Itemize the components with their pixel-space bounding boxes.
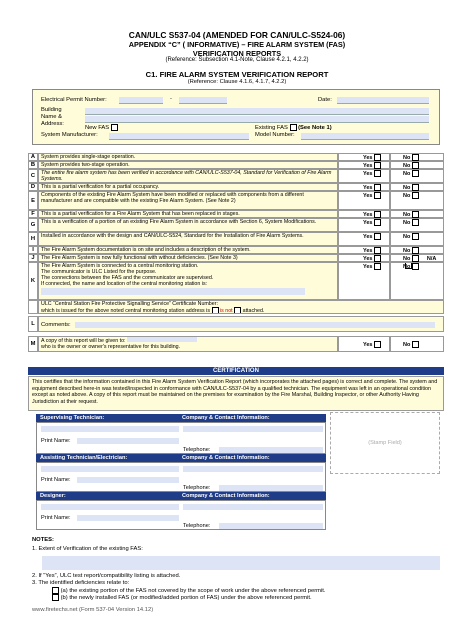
yes-cell	[338, 336, 390, 352]
no-cell	[390, 191, 444, 210]
table-row	[28, 254, 444, 262]
comments-field[interactable]	[75, 322, 435, 328]
supervising-print-name-field[interactable]	[77, 438, 179, 444]
form-title: CAN/ULC S537-04 (AMENDED FOR CAN/ULC-S524-06)	[128, 30, 346, 40]
yes-cell	[338, 169, 390, 183]
table-row	[28, 232, 444, 246]
name-label: Name &	[41, 114, 62, 120]
designer-label: Designer:	[40, 493, 66, 499]
yes-checkbox[interactable]	[374, 184, 381, 191]
row-letter-blank	[28, 300, 38, 314]
building-label: Building	[41, 107, 62, 113]
table-row	[28, 336, 444, 352]
yes-cell	[338, 161, 390, 169]
assisting-box	[36, 462, 326, 492]
row-text: This is a partial verification for a partial occupancy.	[38, 183, 338, 191]
no-cell	[390, 169, 444, 183]
no-checkbox[interactable]	[412, 233, 419, 240]
row-text: Components of the existing Fire Alarm System have been modified or replaced with components from a different manufacturer and are compatible with the existing Fire Alarm System. (See Note 2)	[38, 191, 338, 210]
company-label: Company & Contact Information:	[182, 415, 270, 421]
row-m-text	[38, 336, 338, 352]
row-m-line1	[41, 337, 335, 344]
yes-checkbox[interactable]	[374, 263, 381, 270]
yes-label: Yes	[363, 170, 373, 177]
no-label: No	[403, 264, 411, 270]
form-reference: (Reference: Subsection 4.1-Note, Clause 4.2.1, 4.2.2)	[165, 57, 309, 63]
na-label: N/A	[426, 255, 437, 262]
yes-label: Yes	[363, 342, 373, 348]
ulc-cert-text	[38, 300, 444, 314]
yes-cell	[338, 218, 390, 232]
is-not-checkbox[interactable]	[234, 307, 241, 314]
assisting-print-name-field[interactable]	[77, 477, 179, 483]
note-3b: (b) the newly installed FAS (or modified/added portion of FAS) under the above referenced permit.	[60, 595, 312, 602]
permit-dash: -	[170, 96, 172, 102]
designer-telephone-field[interactable]	[219, 523, 323, 529]
no-cell	[390, 210, 444, 218]
footer: www.firetechs.net (Form 537-04 Version 14.12)	[32, 607, 154, 613]
print-name-label: Print Name:	[41, 438, 71, 444]
row-letter: C	[28, 169, 38, 183]
no-cell	[390, 246, 444, 254]
yes-label: Yes	[363, 264, 373, 270]
yes-checkbox[interactable]	[374, 219, 381, 226]
yes-cell	[338, 191, 390, 210]
row-text: The Fire Alarm System is connected to a central monitoring station.	[41, 263, 199, 269]
existing-fas-label: Existing FAS	[255, 125, 288, 132]
see-note-1: (See Note 1)	[298, 125, 332, 132]
designer-company-field[interactable]	[183, 504, 323, 510]
no-checkbox[interactable]	[412, 192, 419, 199]
no-label: No	[403, 233, 411, 240]
date-field[interactable]	[337, 97, 429, 104]
date-label: Date:	[318, 97, 332, 103]
row-k-text	[38, 262, 338, 300]
new-fas-group	[85, 124, 118, 131]
comments-label: Comments:	[41, 322, 71, 328]
no-checkbox[interactable]	[412, 247, 419, 254]
yes-label: Yes	[363, 219, 373, 226]
yes-checkbox[interactable]	[374, 162, 381, 169]
no-label: No	[403, 255, 411, 262]
yes-label: Yes	[363, 211, 373, 218]
section-title: C1. FIRE ALARM SYSTEM VERIFICATION REPORT	[145, 70, 329, 79]
no-label: No	[403, 247, 411, 254]
no-label: No	[403, 154, 411, 161]
note-3: 3. The identified deficiencies relate to:	[32, 580, 130, 586]
manufacturer-label: System Manufacturer:	[41, 132, 98, 138]
designer-signature-field[interactable]	[41, 504, 179, 510]
yes-checkbox[interactable]	[374, 255, 381, 262]
note-3a-checkbox[interactable]	[52, 587, 59, 594]
yes-cell	[338, 262, 390, 300]
assisting-label: Assisting Technician/Electrician:	[40, 455, 128, 461]
designer-header	[36, 492, 326, 500]
yes-checkbox[interactable]	[374, 192, 381, 199]
supervising-company-field[interactable]	[183, 426, 323, 432]
no-cell	[390, 254, 444, 262]
yes-checkbox[interactable]	[374, 233, 381, 240]
new-fas-label: New FAS	[85, 125, 110, 132]
no-cell	[390, 183, 444, 191]
yes-checkbox[interactable]	[374, 154, 381, 161]
row-text: The entire fire alarm system has been verified in accordance with CAN/ULC-S537-04, Standard for Verification of Fire Alarm Systems.	[38, 169, 338, 183]
yes-checkbox[interactable]	[374, 341, 381, 348]
row-text: System provides two-stage operation.	[38, 161, 338, 169]
row-letter: A	[28, 153, 38, 161]
no-cell	[390, 153, 444, 161]
row-text: This is a verification of a portion of an existing Fire Alarm System in accordance with Section 6, System Modifications.	[38, 218, 338, 232]
yes-checkbox[interactable]	[374, 170, 381, 177]
supervising-signature-field[interactable]	[41, 426, 179, 432]
row-text-2: who is the owner or owner's representative for this building.	[41, 344, 181, 350]
table-row	[28, 246, 444, 254]
existing-fas-group	[255, 124, 332, 131]
no-label: No	[403, 184, 411, 191]
table-row	[28, 153, 444, 161]
table-row	[28, 183, 444, 191]
ulc-listed-text: which is issued for the above noted central monitoring station address is	[41, 307, 211, 314]
building-address-field[interactable]	[85, 116, 429, 123]
table-row	[28, 169, 444, 183]
report-recipient-field[interactable]	[127, 337, 197, 342]
row-text: The Fire Alarm System documentation is on site and includes a description of the system.	[38, 246, 338, 254]
row-letter: E	[28, 191, 38, 210]
model-label: Model Number:	[255, 132, 295, 138]
permit-field-2[interactable]	[179, 97, 227, 104]
certification-text: This certifies that the information contained in this Fire Alarm System Verification Report (which incorporates the attached pages) is correct and complete. The system and equipment described here-in was tested/inspected in conformance with CAN/ULC-S537-04 by a qualified technician. The equipment was left in an operational condition except as noted above. A copy of this report must be maintained on the premises for examination by the Fire Marshal, Building Inspector, or other Authority Having Jurisdiction at their request.	[28, 376, 444, 411]
no-checkbox[interactable]	[412, 255, 419, 262]
yes-cell	[338, 153, 390, 161]
company-label: Company & Contact Information:	[182, 493, 270, 499]
supervising-label: Supervising Technician:	[40, 415, 105, 421]
note-3a: (a) the existing portion of the FAS not covered by the scope of work under the above referenced permit.	[60, 588, 326, 595]
no-cell	[390, 161, 444, 169]
no-label: No	[403, 219, 411, 226]
is-not-text: is not	[219, 307, 233, 314]
yes-label: Yes	[363, 255, 373, 262]
assisting-signature-field[interactable]	[41, 466, 179, 472]
row-letter: H	[28, 232, 38, 246]
manufacturer-field[interactable]	[109, 133, 249, 140]
no-label: No	[403, 170, 411, 177]
yes-cell	[338, 246, 390, 254]
note-1: 1. Extent of Verification of the existing FAS:	[32, 546, 143, 552]
new-fas-checkbox[interactable]	[111, 124, 118, 131]
supervising-telephone-field[interactable]	[219, 447, 323, 453]
building-info-panel	[32, 89, 440, 145]
existing-fas-checkbox[interactable]	[290, 124, 297, 131]
table-row	[28, 218, 444, 232]
no-label: No	[403, 342, 411, 348]
note-3b-checkbox[interactable]	[52, 594, 59, 601]
note-2: 2. If “Yes”, ULC test report/compatibility listing is attached.	[32, 573, 181, 579]
yes-cell	[338, 210, 390, 218]
yes-cell	[338, 232, 390, 246]
form-subtitle: VERIFICATION REPORTS	[192, 49, 282, 58]
yes-label: Yes	[363, 154, 373, 161]
assisting-header	[36, 454, 326, 462]
table-row	[28, 210, 444, 218]
row-text: Installed in accordance with the design and CAN/ULC-S524, Standard for the Installation of Fire Alarm Systems.	[38, 232, 338, 246]
no-checkbox[interactable]	[412, 154, 419, 161]
permit-label: Electrical Permit Number:	[41, 97, 107, 103]
permit-field-1[interactable]	[119, 97, 163, 104]
no-checkbox[interactable]	[412, 263, 419, 270]
table-row	[28, 191, 444, 210]
row-letter-l: L	[28, 316, 38, 332]
certification-header: CERTIFICATION	[28, 367, 444, 375]
no-cell	[390, 232, 444, 246]
table-row-ulc	[28, 300, 444, 314]
designer-print-name-field[interactable]	[77, 515, 179, 521]
yes-label: Yes	[363, 247, 373, 254]
extent-of-verification-field[interactable]	[42, 556, 440, 570]
supervising-box	[36, 422, 326, 454]
row-letter: K	[28, 262, 38, 300]
no-cell	[390, 262, 444, 300]
no-cell	[390, 336, 444, 352]
k-line-1: The communicator is ULC Listed for the purpose.	[41, 269, 157, 275]
telephone-label: Telephone:	[183, 485, 211, 491]
yes-label: Yes	[363, 184, 373, 191]
table-row-comments	[28, 316, 444, 332]
row-text: A copy of this report will be given to:	[41, 338, 126, 344]
section-reference: (Reference: Clause 4.1.6, 4.1.7, 4.2.2)	[187, 79, 287, 85]
note-3a-line	[52, 587, 326, 594]
yes-label: Yes	[363, 162, 373, 169]
ulc-cert-label: ULC “Central Station Fire Protective Signalling Service” Certificate Number:	[41, 301, 218, 307]
row-text: System provides single-stage operation.	[38, 153, 338, 161]
k-line-3: If connected, the name and location of the central monitoring station is:	[41, 281, 208, 287]
yes-cell	[338, 254, 390, 262]
no-checkbox[interactable]	[412, 219, 419, 226]
no-label: No	[403, 211, 411, 218]
k-line-2: The connections between the FAS and the communicator are supervised.	[41, 275, 214, 281]
print-name-label: Print Name:	[41, 515, 71, 521]
no-checkbox[interactable]	[412, 211, 419, 218]
print-name-label: Print Name:	[41, 477, 71, 483]
row-letter: J	[28, 254, 38, 262]
no-checkbox[interactable]	[412, 170, 419, 177]
assisting-company-field[interactable]	[183, 466, 323, 472]
appendix-title: APPENDIX “C” ( INFORMATIVE) – FIRE ALARM SYSTEM (FAS)	[128, 40, 346, 49]
row-letter: I	[28, 246, 38, 254]
row-letter: M	[28, 336, 38, 352]
no-checkbox[interactable]	[412, 184, 419, 191]
designer-box	[36, 500, 326, 530]
telephone-label: Telephone:	[183, 523, 211, 529]
yes-cell	[338, 183, 390, 191]
model-field[interactable]	[301, 133, 429, 140]
notes-title: NOTES:	[32, 537, 54, 543]
assisting-telephone-field[interactable]	[219, 485, 323, 491]
monitoring-station-field[interactable]	[41, 288, 305, 295]
address-label: Address:	[41, 121, 64, 127]
no-checkbox[interactable]	[412, 341, 419, 348]
table-row	[28, 262, 444, 300]
yes-checkbox[interactable]	[374, 247, 381, 254]
stamp-field[interactable]: (Stamp Field)	[330, 412, 440, 474]
row-letter: D	[28, 183, 38, 191]
no-checkbox[interactable]	[412, 162, 419, 169]
yes-label: Yes	[363, 233, 373, 240]
yes-checkbox[interactable]	[374, 211, 381, 218]
no-label: No	[403, 162, 411, 169]
comments-cell	[38, 316, 444, 332]
row-text: The Fire Alarm System is now fully functional with without deficiencies. (See Note 3)	[38, 254, 338, 262]
table-row	[28, 161, 444, 169]
no-cell	[390, 218, 444, 232]
ulc-listed-line	[41, 307, 441, 314]
attached-text: attached.	[242, 307, 265, 314]
company-label: Company & Contact Information:	[182, 455, 270, 461]
row-text: This is a partial verification for a Fire Alarm System that has been replaced in stages.	[38, 210, 338, 218]
row-letter: G	[28, 218, 38, 232]
no-label: No	[403, 192, 411, 199]
row-letter: F	[28, 210, 38, 218]
yes-label: Yes	[363, 192, 373, 199]
note-3b-line	[52, 594, 312, 601]
telephone-label: Telephone:	[183, 447, 211, 453]
is-checkbox[interactable]	[212, 307, 219, 314]
supervising-header	[36, 414, 326, 422]
building-name-field[interactable]	[85, 108, 429, 115]
row-letter: B	[28, 161, 38, 169]
